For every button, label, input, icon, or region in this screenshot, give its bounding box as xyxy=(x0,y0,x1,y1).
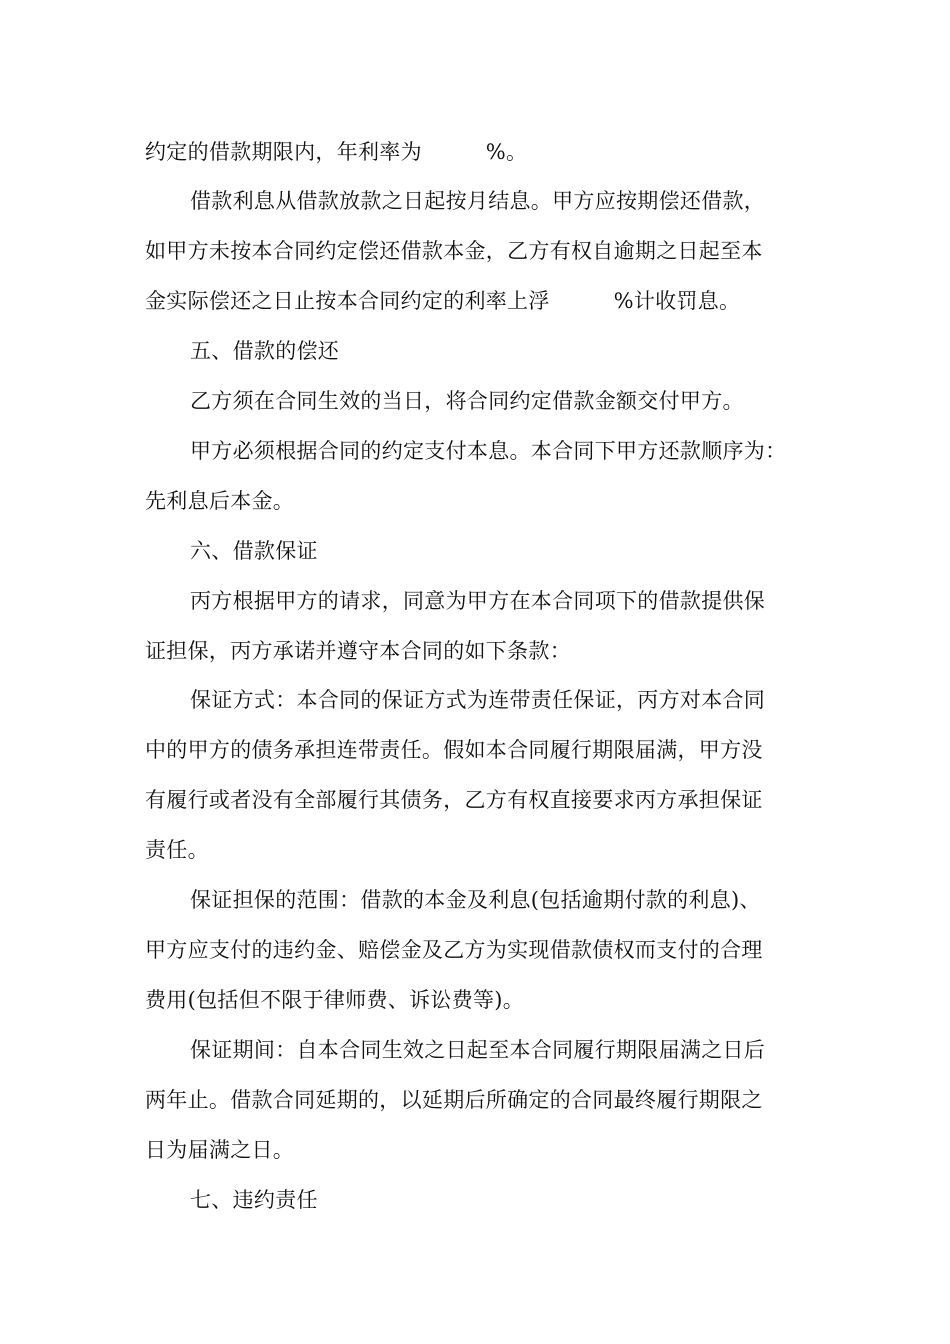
text-line-21: 日为届满之日。 xyxy=(145,1138,295,1162)
text-line-18: 费用(包括但不限于律师费、诉讼费等)。 xyxy=(145,988,525,1012)
text-line-2: 借款利息从借款放款之日起按月结息。甲方应按期偿还借款， xyxy=(190,189,766,213)
text-line-20: 两年止。借款合同延期的，以延期后所确定的合同最终履行期限之 xyxy=(145,1088,763,1112)
text-line-10: 丙方根据甲方的请求，同意为甲方在本合同项下的借款提供保 xyxy=(190,589,766,613)
text-line-13: 中的甲方的债务承担连带责任。假如本合同履行期限届满，甲方没 xyxy=(145,738,763,762)
section-heading-6: 六、借款保证 xyxy=(190,539,318,563)
text-line-1: 约定的借款期限内，年利率为 %。 xyxy=(145,140,528,164)
text-line-12: 保证方式：本合同的保证方式为连带责任保证，丙方对本合同 xyxy=(190,688,766,712)
text-line-16: 保证担保的范围：借款的本金及利息(包括逾期付款的利息)、 xyxy=(190,888,761,912)
text-line-17: 甲方应支付的违约金、赔偿金及乙方为实现借款债权而支付的合理 xyxy=(145,938,763,962)
text-line-8: 先利息后本金。 xyxy=(145,489,295,513)
text-line-11: 证担保，丙方承诺并遵守本合同的如下条款： xyxy=(145,639,571,663)
text-line-19: 保证期间：自本合同生效之日起至本合同履行期限届满之日后 xyxy=(190,1038,766,1062)
text-line-14: 有履行或者没有全部履行其债务，乙方有权直接要求丙方承担保证 xyxy=(145,788,763,812)
section-heading-5: 五、借款的偿还 xyxy=(190,339,340,363)
text-line-4: 金实际偿还之日止按本合同约定的利率上浮 %计收罚息。 xyxy=(145,289,741,313)
text-line-6: 乙方须在合同生效的当日，将合同约定借款金额交付甲方。 xyxy=(190,389,744,413)
text-line-15: 责任。 xyxy=(145,838,209,862)
text-line-7: 甲方必须根据合同的约定支付本息。本合同下甲方还款顺序为： xyxy=(190,439,787,463)
text-line-3: 如甲方未按本合同约定偿还借款本金，乙方有权自逾期之日起至本 xyxy=(145,239,763,263)
section-heading-7: 七、违约责任 xyxy=(190,1188,318,1212)
